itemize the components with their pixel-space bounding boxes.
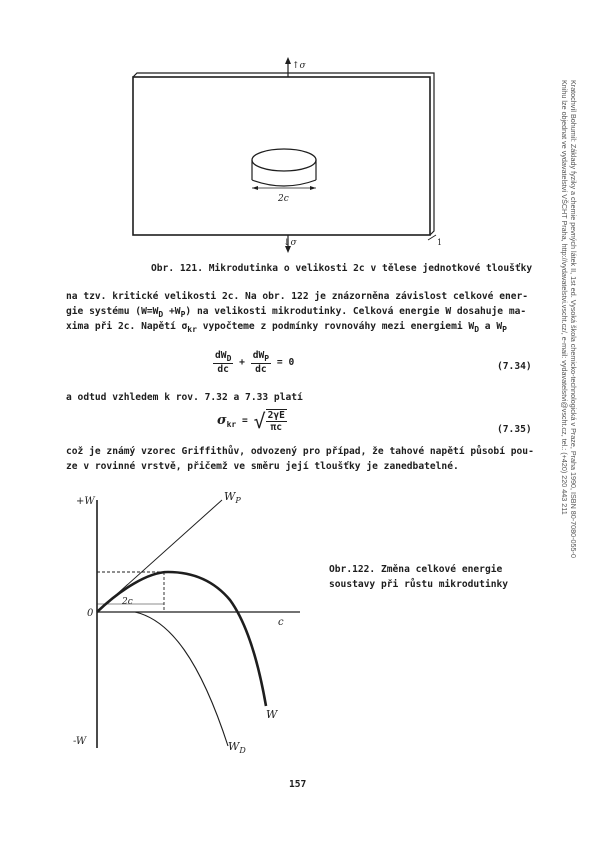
crit-size-label: 2c [122,597,133,607]
p1-line2-c: ) na velikosti mikrodutinky. Celková energie W dosahuje ma- [185,306,527,317]
eq734-frac-d [213,350,233,375]
wd-label-main: W [228,740,240,753]
curve-wd [97,612,228,746]
paragraph-1-line-1: na tzv. kritické velikosti 2c. Na obr. 122 je znázorněna závislost celkové ener- [66,291,529,302]
crack-bottom-arc [252,180,316,186]
w-label: W [266,708,278,721]
axis-top-label: +W [76,496,95,507]
wp-label [224,490,241,505]
equation-7-34 [213,350,294,375]
paragraph-3-line-1: což je známý vzorec Griffithův, odvozený pro případ, že tahové napětí působí pou- [66,446,534,457]
eq734-den2: dc [255,363,267,375]
wd-label-sub: D [239,746,246,755]
specimen-depth-edge [133,73,434,235]
equation-7-34-number: (7.34) [497,361,532,372]
eq734-den1: dc [217,363,229,375]
paragraph-2: a odtud vzhledem k rov. 7.32 a 7.33 platí [66,392,303,403]
p1-line3-sub-p: P [502,324,507,334]
eq734-plus: + [239,356,245,368]
p1-line2-sub-d: D [158,309,164,319]
paragraph-1-line-3 [66,321,507,334]
eq735-lhs-sub: kr [226,419,237,429]
eq734-frac-p [251,350,271,375]
side-note-line1: Kratochvíl Bohumil: Základy fyziky a chemie pevných látek II, 1st ed. Vysoká škola chemicko-technologická v Praze, Praha 1990, ISBN 80-7080-055-0 [569,80,578,558]
curve-w [97,572,266,706]
eq735-sigma: σ [217,413,227,429]
crack-top-ellipse [252,149,316,171]
eq734-num1-sub: D [226,353,232,363]
eq735-den: πc [270,422,283,433]
dim-arrow-right [310,186,316,190]
p1-line2-sub-p: P [180,309,186,319]
side-note-line2: Knihu lze objednat ve vydavatelství VŠCHT Praha, http://vydavatelstvi.vscht.cz/, e-mail: vydavatelstvi@vscht.cz, tel.: (+420) 220 443 211 [560,80,569,515]
paragraph-3-line-2: ze v rovinné vrstvě, přičemž ve směru její tloušťky je zanedbatelné. [66,461,459,472]
figure-122 [0,480,600,780]
x-axis-label: c [278,617,284,628]
figure-121-caption: Obr. 121. Mikrodutinka o velikosti 2c v tělese jednotkové tloušťky [151,263,533,274]
eq735-lhs [217,413,237,429]
wp-label-main: W [224,490,236,503]
eq735-eq: = [242,415,248,427]
figure-121 [0,0,600,300]
axis-bottom-label: -W [73,736,87,747]
p1-line3-a: xima při 2c. Napětí σ [66,321,188,332]
eq735-num: 2γE [267,410,285,421]
specimen-box [133,77,430,235]
p1-line3-sub: kr [187,324,197,334]
wp-label-sub: P [235,496,241,505]
paragraph-1-line-2 [66,306,526,319]
p1-line3-sub-d: D [474,324,480,334]
dim-arrow-left [252,186,258,190]
sigma-top-arrowhead [285,57,291,64]
eq735-sqrt [254,409,287,433]
figure-122-caption-line-1: Obr.122. Změna celkové energie [329,564,503,575]
p1-line3-b: vypočteme z podmínky rovnováhy mezi energiemi W [196,321,475,332]
p1-line2-b: +W [163,306,181,317]
eq735-frac [266,409,287,433]
sigma-top-label: ↑σ [292,61,306,71]
eq734-num2: dW [252,350,265,361]
equation-7-35-number: (7.35) [497,424,532,435]
eq734-rhs: = 0 [276,356,295,368]
crack-size-label: 2c [278,194,289,204]
eq734-num1: dW [215,350,227,361]
p1-line2-a: gie systému (W=W [66,306,159,317]
thickness-label: 1 [437,238,443,247]
p1-line3-c: a W [479,321,503,332]
sqrt-radical-icon: √ [253,409,266,433]
sigma-bottom-label: ↓σ [283,238,297,248]
origin-label: 0 [87,608,94,619]
figure-122-caption-line-2: soustavy při růstu mikrodutinky [329,579,509,590]
page-number: 157 [289,779,307,790]
equation-7-35 [217,409,287,433]
eq734-num2-sub: P [264,353,270,363]
wd-label [228,740,246,755]
